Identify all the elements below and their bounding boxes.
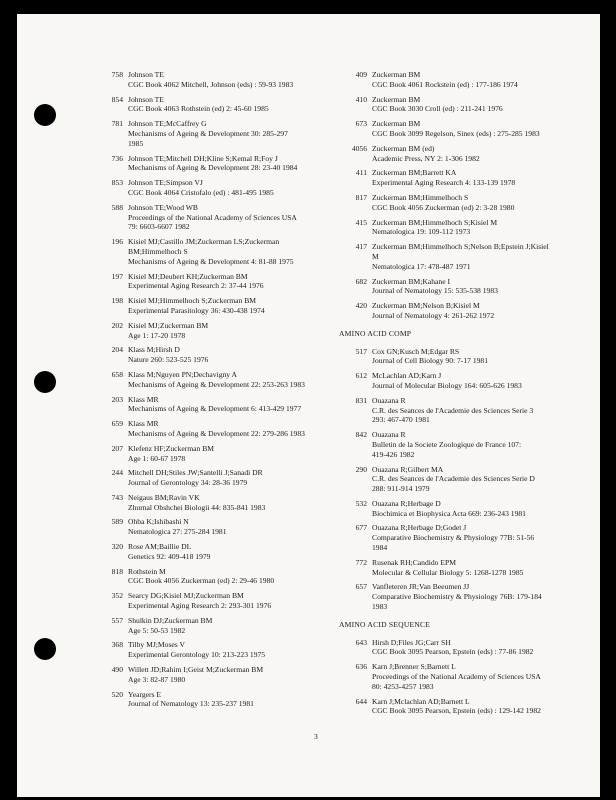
reference-entry [339, 371, 599, 391]
reference-number: 673 [355, 119, 367, 129]
reference-text: Zuckerman BM;Kahane I Journal of Nematology 15: 535-538 1983 [372, 276, 498, 296]
reference-entry [339, 119, 599, 139]
reference-entry [339, 558, 599, 578]
reference-entry [95, 272, 347, 292]
reference-number: 290 [355, 464, 367, 474]
document-page [17, 14, 600, 797]
reference-text: Kisiel MJ;Deubert KH;Zuckerman BM Experimental Aging Research 2: 37-44 1976 [128, 271, 264, 291]
reference-number: 781 [111, 119, 123, 129]
reference-text: Kisiel MJ;Castillo JM;Zuckerman LS;Zuckerman BM;Himmelhoch S Mechanisms of Ageing & Development 4: 81-88 1975 [128, 237, 294, 266]
reference-text: Karn J;Brenner S;Barnett L Proceedings of the National Academy of Sciences USA 80: 4253-4257 1983 [372, 662, 541, 691]
reference-text: Searcy DG;Kisiel MJ;Zuckerman BM Experimental Aging Research 2: 293-301 1976 [128, 591, 272, 611]
reference-text: Shulkin DJ;Zuckerman BM Age 5: 50-53 1982 [128, 615, 213, 635]
reference-text: Klass MR Mechanisms of Ageing & Development 22: 279-286 1983 [128, 419, 305, 438]
binder-hole [34, 371, 56, 393]
reference-entry [95, 517, 347, 537]
reference-entry [339, 218, 599, 238]
reference-entry [95, 178, 347, 198]
reference-text: Zuckerman BM;Himmelhoch S CGC Book 4056 Zuckerman (ed) 2: 3-28 1980 [372, 192, 515, 212]
reference-entry [95, 237, 347, 266]
reference-text: Ouazana R C.R. des Seances de l'Academie des Sciences Serie 3 293: 467-470 1981 [372, 395, 534, 425]
reference-text: Rusenak RH;Candido EPM Molecular & Cellular Biology 5: 1268-1278 1985 [372, 557, 524, 577]
reference-text: Yeargers E Journal of Nematology 13: 235-237 1981 [128, 689, 254, 709]
reference-number: 644 [355, 696, 367, 706]
reference-number: 817 [355, 192, 367, 202]
reference-number: 736 [111, 153, 123, 163]
reference-number: 854 [111, 94, 123, 104]
reference-entry [95, 395, 347, 415]
reference-entry [339, 638, 599, 658]
reference-text: Neigaus BM;Ravin VK Zhurnal Obshchei Biologii 44: 835-841 1983 [128, 492, 266, 512]
reference-text: Vanfleteren JR;Van Beeumen JJ Comparative Biochemistry & Physiology 76B: 179-184 1983 [372, 582, 542, 612]
reference-text: Karn J;Mclachlan AD;Barnett L CGC Book 3095 Pearson, Epstein (eds) : 129-142 1982 [372, 696, 541, 716]
reference-text: Zuckerman BM CGC Book 3030 Croll (ed) : 211-241 1976 [372, 94, 503, 114]
reference-number: 677 [355, 523, 367, 533]
reference-entry [95, 154, 347, 174]
left-column [95, 70, 347, 714]
reference-entry [95, 468, 347, 488]
reference-text: Tilby MJ;Moses V Experimental Gerontology 10: 213-223 1975 [128, 640, 266, 660]
reference-text: Zuckerman BM;Nelson B;Kisiel M Journal of Nematology 4: 261-262 1972 [372, 301, 495, 320]
reference-text: Johnson TE CGC Book 4063 Rothstein (ed) 2: 45-60 1985 [128, 94, 269, 114]
reference-text: Kisiel MJ;Himmelhoch S;Zuckerman BM Experimental Parasitology 36: 430-438 1974 [128, 296, 265, 315]
reference-entry [95, 690, 347, 710]
reference-entry [339, 523, 599, 552]
reference-number: 682 [355, 276, 367, 286]
reference-number: 743 [111, 492, 123, 502]
reference-number: 842 [355, 430, 367, 440]
reference-entry [339, 95, 599, 115]
reference-text: Johnson TE;Mitchell DH;Kline S;Kemal R;Foy J Mechanisms of Ageing & Development 28: 23-40 1984 [128, 153, 298, 173]
reference-entry [339, 301, 599, 321]
reference-text: Zuckerman BM;Himmelhoch S;Nelson B;Epstein J;Kisiel M Nematologica 17: 478-487 1971 [372, 242, 549, 271]
reference-number: 636 [355, 662, 367, 672]
reference-entry [339, 582, 599, 611]
reference-text: Cox GN;Kusch M;Edgar RS Journal of Cell Biology 90: 7-17 1981 [372, 346, 489, 366]
reference-number: 643 [355, 637, 367, 647]
reference-entry [339, 499, 599, 519]
reference-entry [95, 493, 347, 513]
reference-text: Rose AM;Baillie DL Genetics 92: 409-418 1979 [128, 542, 211, 561]
reference-entry [95, 321, 347, 341]
reference-number: 352 [111, 591, 123, 601]
reference-entry [95, 665, 347, 685]
reference-number: 517 [355, 346, 367, 356]
reference-number: 196 [111, 237, 123, 247]
reference-number: 417 [355, 242, 367, 252]
reference-entry [339, 70, 599, 90]
reference-entry [95, 119, 347, 148]
reference-number: 368 [111, 640, 123, 650]
reference-text: Ouazana R;Herbage D;Godet J Comparative Biochemistry & Physiology 77B: 51-56 1984 [372, 523, 535, 553]
reference-entry [339, 465, 599, 494]
reference-text: Ouazana R;Herbage D Biochimica et Biophysica Acta 669: 236-243 1981 [372, 498, 526, 518]
reference-entry [339, 168, 599, 188]
reference-text: Zuckerman BM CGC Book 4061 Rockstein (ed) : 177-186 1974 [372, 70, 518, 89]
reference-entry [339, 697, 599, 717]
reference-number: 420 [355, 301, 367, 311]
reference-text: Klass M;Hirsh D Nature 260: 523-525 1976 [128, 345, 209, 365]
reference-number: 409 [355, 70, 367, 79]
reference-number: 415 [355, 217, 367, 227]
reference-text: Johnson TE CGC Book 4062 Mitchell, Johnson (eds) : 59-93 1983 [128, 70, 294, 89]
section-heading-amino-acid-sequence: AMINO ACID SEQUENCE [339, 619, 431, 629]
reference-number: 589 [111, 517, 123, 527]
reference-entry [95, 640, 347, 660]
reference-number: 532 [355, 498, 367, 508]
reference-text: Zuckerman BM;Himmelhoch S;Kisiel M Nematologica 19: 109-112 1973 [372, 217, 498, 237]
reference-text: Johnson TE;Simpson VJ CGC Book 4064 Cristofalo (ed) : 481-495 1985 [128, 178, 274, 197]
reference-number: 4056 [351, 143, 367, 153]
reference-text: Ouazana R;Gilbert MA C.R. des Seances de l'Academie des Sciences Serie D 288: 911-914 1979 [372, 464, 535, 494]
binder-hole [34, 638, 56, 660]
reference-entry [95, 542, 347, 562]
reference-text: Johnson TE;McCaffrey G Mechanisms of Ageing & Development 30: 285-297 1985 [128, 119, 288, 148]
reference-text: Zuckerman BM;Barrett KA Experimental Aging Research 4: 133-139 1978 [372, 168, 516, 188]
reference-number: 659 [111, 419, 123, 429]
reference-number: 490 [111, 665, 123, 675]
reference-entry [339, 430, 599, 459]
reference-text: Ohba K;Ishibashi N Nematologica 27: 275-284 1981 [128, 517, 227, 537]
reference-entry [95, 419, 347, 439]
reference-number: 204 [111, 345, 123, 355]
reference-text: Klass MR Mechanisms of Ageing & Development 6: 413-429 1977 [128, 394, 302, 414]
reference-entry [95, 616, 347, 636]
right-top-list [339, 70, 599, 321]
reference-entry [95, 444, 347, 464]
reference-number: 588 [111, 202, 123, 212]
reference-number: 203 [111, 394, 123, 404]
reference-text: Klass M;Nguyen PN;Dechavigny A Mechanisms of Ageing & Development 22: 253-263 1983 [128, 369, 305, 389]
reference-entry [95, 296, 347, 316]
reference-entry [95, 345, 347, 365]
reference-text: Willett JD;Rahim I;Geist M;Zuckerman BM Age 3: 82-87 1980 [128, 665, 264, 684]
reference-number: 320 [111, 542, 123, 552]
reference-text: Ouazana R Bulletin de la Societe Zoologique de France 107: 419-426 1982 [372, 430, 522, 459]
amino-acid-sequence-list [339, 638, 599, 717]
reference-text: Mitchell DH;Stiles JW;Santelli J;Sanadi DR Journal of Gerontology 34: 28-36 1979 [128, 468, 263, 488]
amino-acid-comp-list [339, 347, 599, 612]
reference-text: Kisiel MJ;Zuckerman BM Age 1: 17-20 1978 [128, 320, 209, 340]
reference-number: 557 [111, 615, 123, 625]
reference-entry [95, 203, 347, 232]
reference-number: 207 [111, 443, 123, 453]
reference-entry [339, 144, 599, 164]
reference-number: 202 [111, 320, 123, 330]
reference-text: Hirsh D;Files JG;Carr SH CGC Book 3095 Pearson, Epstein (eds) : 77-86 1982 [372, 637, 534, 657]
reference-entry [339, 347, 599, 367]
reference-number: 198 [111, 296, 123, 306]
reference-entry [95, 95, 347, 115]
reference-number: 197 [111, 271, 123, 281]
right-column [339, 70, 599, 721]
reference-number: 411 [355, 168, 367, 178]
reference-entry [339, 396, 599, 425]
reference-text: Klefenz HF;Zuckerman BM Age 1: 60-67 1978 [128, 443, 215, 463]
reference-number: 244 [111, 468, 123, 478]
reference-text: Zuckerman BM (ed) Academic Press, NY 2: 1-306 1982 [372, 143, 480, 163]
reference-text: Zuckerman BM CGC Book 3099 Regelson, Sinex (eds) : 275-285 1983 [372, 119, 540, 138]
reference-entry [95, 567, 347, 587]
reference-entry [339, 277, 599, 297]
binder-hole [34, 104, 56, 126]
reference-entry [339, 242, 599, 271]
reference-entry [95, 591, 347, 611]
reference-entry [339, 193, 599, 213]
reference-text: Johnson TE;Wood WB Proceedings of the National Academy of Sciences USA 79: 6603-6607 1982 [128, 202, 297, 232]
reference-number: 520 [111, 689, 123, 699]
reference-entry [95, 70, 347, 90]
section-heading-amino-acid-comp: AMINO ACID COMP [339, 328, 412, 338]
reference-number: 410 [355, 94, 367, 104]
reference-number: 818 [111, 566, 123, 576]
reference-number: 831 [355, 395, 367, 405]
reference-number: 658 [111, 369, 123, 379]
reference-number: 758 [111, 70, 123, 79]
reference-number: 657 [355, 582, 367, 592]
reference-number: 772 [355, 557, 367, 567]
reference-text: Rothstein M CGC Book 4056 Zuckerman (ed) 2: 29-46 1980 [128, 566, 275, 586]
reference-text: McLachlan AD;Karn J Journal of Molecular Biology 164: 605-626 1983 [372, 371, 522, 390]
reference-number: 853 [111, 178, 123, 188]
reference-entry [339, 662, 599, 691]
reference-entry [95, 370, 347, 390]
page-number: 3 [314, 732, 318, 741]
reference-number: 612 [355, 371, 367, 381]
